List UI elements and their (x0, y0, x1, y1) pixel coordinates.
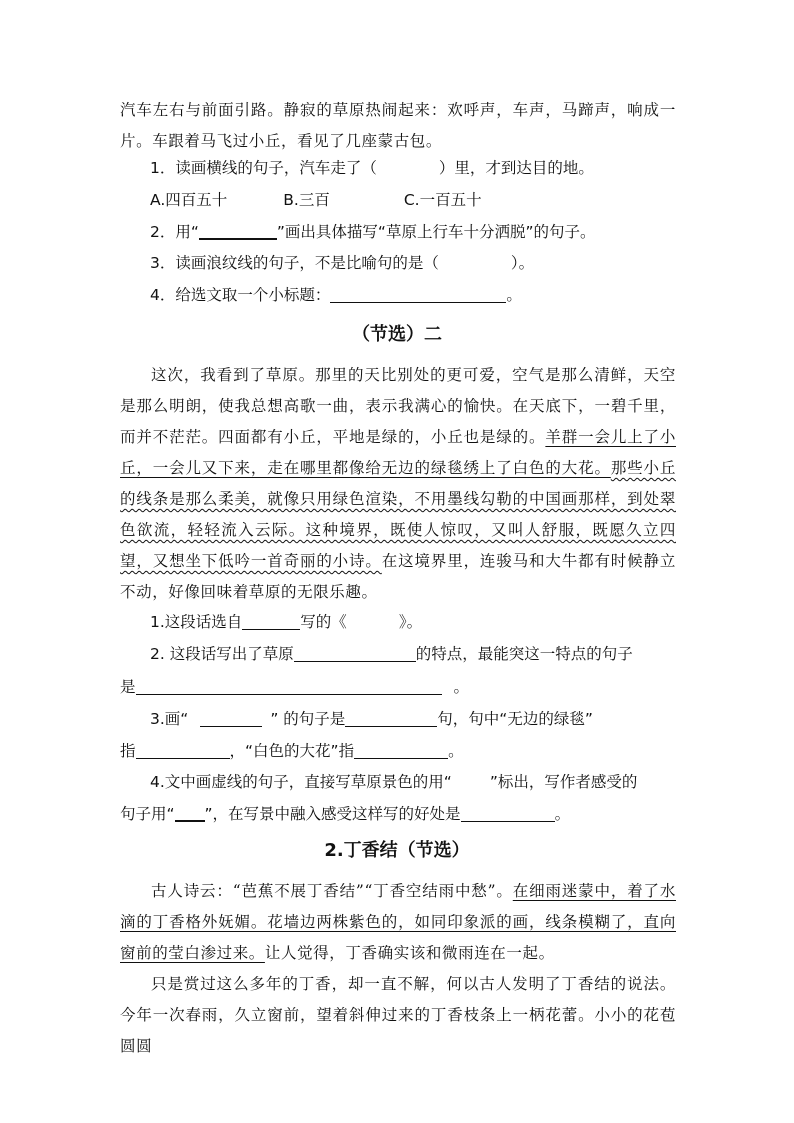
underline-sample (200, 710, 262, 727)
section-3-heading: 2.丁香结（节选） (324, 840, 470, 861)
question-2-3-mid2: 句，句中“无边的绿毯” (437, 710, 593, 728)
question-2-1-text: 1.这段话选自 (150, 613, 243, 631)
benefit-blank[interactable] (461, 805, 555, 822)
question-2-1-mid: 写的《 (300, 613, 347, 631)
underline-sample (175, 804, 205, 822)
question-2-1 (150, 610, 422, 634)
question-1-1-options (150, 188, 482, 212)
question-2-4 (150, 770, 637, 794)
passage-3-para-2: 只是赏过这么多年的丁香，却一直不解，何以古人发明了丁香结的说法。今年一次春雨，久立窗前，望着斜伸过来的丁香枝条上一柄花蕾。小小的花苞圆圆 (120, 975, 676, 1055)
passage-1 (120, 95, 676, 157)
question-1-1-text: 1．读画横线的句子，汽车走了（ (150, 159, 377, 177)
underline-sample (199, 222, 277, 240)
author-blank[interactable] (242, 613, 300, 630)
question-2-3-text: 3.画“ (150, 710, 189, 728)
question-2-4-mid: ”标出，写作者感受的 (489, 773, 638, 791)
green-blanket-blank[interactable] (136, 742, 230, 759)
question-2-3-cont-text: 指 (120, 742, 136, 760)
question-2-4-tail: 。 (554, 805, 571, 823)
question-2-3-cont (120, 739, 464, 763)
question-1-4-text: 4．给选文取一个小标题： (150, 286, 331, 304)
question-1-2-text: 2．用“ (150, 223, 199, 241)
passage-2-underlined: 羊群一会儿上了小丘，一会儿又下来，走在哪里都像给无边的绿毯绣上了白色的大花。 (120, 428, 676, 477)
white-flower-blank[interactable] (354, 742, 448, 759)
question-2-3-mid: ” 的句子是 (270, 710, 346, 728)
question-2-4-cont-mid: ”，在写景中融入感受这样写的好处是 (204, 805, 461, 823)
passage-2-dotted: 那些小丘的线条是那么柔美，就像只用绿色渲染，不用墨线勾勒的中国画那样，到处翠色欲流，轻轻流入云际。这种境界，既使人惊叹，又叫人舒服，既愿久立四望，又想坐下低吟一首奇丽的小诗。 (120, 459, 676, 570)
question-1-4-tail: 。 (506, 286, 522, 304)
option-c[interactable]: C.一百五十 (403, 191, 482, 209)
question-2-4-cont-text: 句子用“ (120, 805, 175, 823)
passage-3-para-1 (120, 876, 676, 969)
passage-2-text-b: 在这境界里，连骏马和大牛都有时候静立不动，好像回味着草原的无限乐趣。 (120, 552, 676, 601)
question-2-4-text: 4.文中画虚线的句子，直接写草原景色的用“ (150, 773, 452, 791)
passage-3-text-a: 古人诗云：“芭蕉不展丁香结”“丁香空结雨中愁”。 (151, 882, 513, 900)
question-1-4 (150, 283, 522, 307)
passage-3-text-b: 让人觉得，丁香确实该和微雨连在一起。 (264, 944, 555, 962)
question-1-2 (150, 220, 596, 244)
passage-2-text-a: 这次，我看到了草原。那里的天比别处的更可爱，空气是那么清鲜，天空是那么明朗，使我总想高歌一曲，表示我满心的愉快。在天底下，一碧千里，而并不茫茫。四面都有小丘，平地是绿的，小丘也是绿的。 (120, 366, 676, 446)
passage-1-text-b: 静寂的草原热闹起来：欢呼声，车声，马蹄声，响成一片。车跟着马飞过小丘，看见了几座蒙古包。 (120, 101, 676, 150)
question-2-1-tail: 》。 (398, 613, 423, 631)
question-2-2-mid: 的特点，最能突这一特点的句子 (415, 645, 633, 663)
question-1-2-tail: ”画出具体描写“草原上行车十分洒脱”的句子。 (276, 223, 596, 241)
question-2-3 (150, 707, 593, 731)
question-2-4-cont (120, 802, 570, 826)
wavy-line-sample (452, 770, 490, 794)
question-1-3 (150, 251, 534, 275)
question-2-2-cont (120, 675, 469, 699)
option-b[interactable]: B.三百 (283, 191, 330, 209)
section-2-heading: （节选）二 (352, 324, 442, 345)
question-2-3-tail: 。 (448, 742, 464, 760)
question-2-2-text: 2. 这段话写出了草原 (150, 645, 294, 663)
question-2-2 (150, 642, 633, 666)
option-a[interactable]: A.四百五十 (150, 191, 228, 209)
passage-3-underlined: 在细雨迷蒙中，着了水滴的丁香格外妩媚。花墙边两株紫色的，如同印象派的画，线条模糊了，直向窗前的莹白渗过来。 (120, 882, 676, 962)
passage-1-text-a: 汽车左右与前面引路。 (120, 101, 284, 119)
title-answer-blank[interactable] (330, 286, 506, 303)
question-1-1 (150, 156, 594, 180)
passage-2 (120, 360, 676, 608)
question-2-3-cont-mid: ，“白色的大花”指 (229, 742, 355, 760)
feature-blank[interactable] (294, 645, 416, 662)
question-1-3-tail: ）。 (510, 254, 535, 272)
sentence-blank[interactable] (136, 678, 442, 695)
sentence-type-blank[interactable] (345, 710, 437, 727)
question-2-2-cont-text: 是 (120, 678, 136, 696)
question-1-1-tail: ）里，才到达目的地。 (438, 159, 594, 177)
question-1-3-text: 3．读画浪纹线的句子，不是比喻句的是（ (150, 254, 439, 272)
question-2-2-tail: 。 (453, 678, 470, 696)
